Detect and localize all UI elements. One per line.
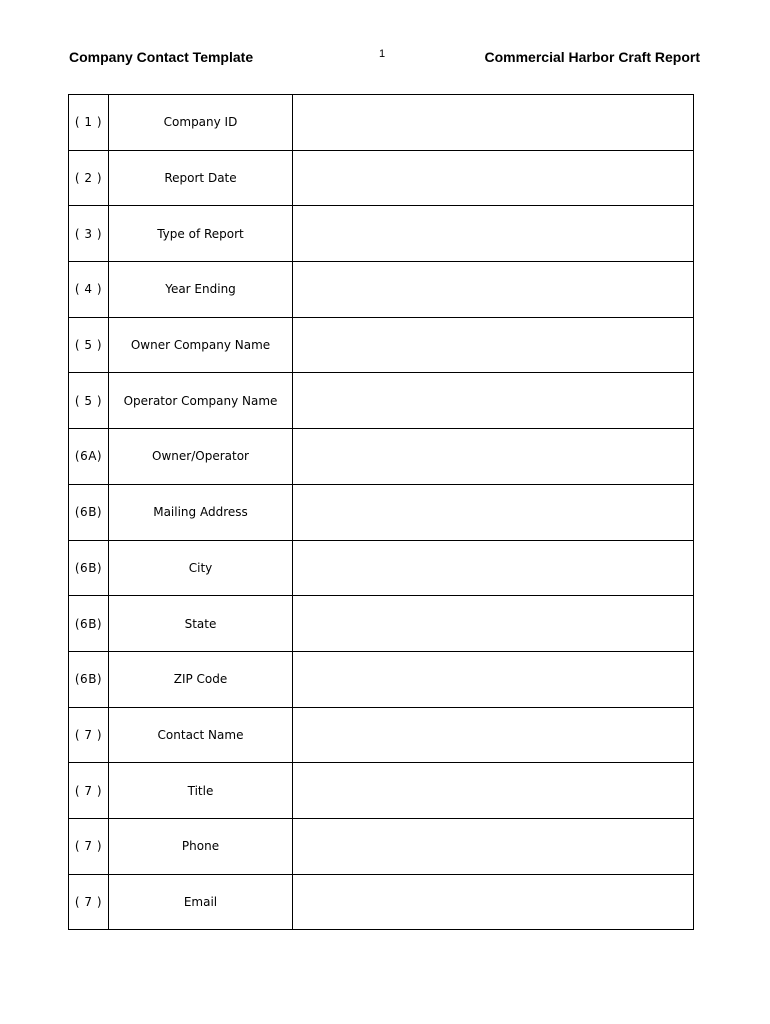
field-label-zip-code: ZIP Code [109,651,293,707]
form-row-mailing-address [69,484,694,540]
type-of-report-field[interactable] [293,206,694,262]
row-number: ( 5 ) [69,317,109,373]
row-number: ( 1 ) [69,95,109,151]
form-row-title [69,763,694,819]
owner-company-name-field[interactable] [293,317,694,373]
form-row-contact-name [69,707,694,763]
row-number: ( 3 ) [69,206,109,262]
form-row-year-ending [69,262,694,318]
email-field[interactable] [293,874,694,930]
row-number: ( 7 ) [69,707,109,763]
field-label-year-ending: Year Ending [109,262,293,318]
row-number: (6A) [69,429,109,485]
report-date-field[interactable] [293,150,694,206]
field-label-company-id: Company ID [109,95,293,151]
row-number: ( 5 ) [69,373,109,429]
zip-code-field[interactable] [293,651,694,707]
field-label-report-date: Report Date [109,150,293,206]
field-label-title: Title [109,763,293,819]
row-number: ( 7 ) [69,874,109,930]
title-field[interactable] [293,763,694,819]
phone-field[interactable] [293,818,694,874]
row-number: (6B) [69,540,109,596]
field-label-owner-operator: Owner/Operator [109,429,293,485]
company-id-field[interactable] [293,95,694,151]
contact-name-field[interactable] [293,707,694,763]
operator-company-name-field[interactable] [293,373,694,429]
field-label-phone: Phone [109,818,293,874]
contact-form-table [68,94,694,930]
form-row-phone [69,818,694,874]
document-title: Company Contact Template [69,49,254,65]
city-field[interactable] [293,540,694,596]
report-title: Commercial Harbor Craft Report [484,49,700,65]
field-label-city: City [109,540,293,596]
form-row-operator-company-name [69,373,694,429]
field-label-operator-company-name: Operator Company Name [109,373,293,429]
mailing-address-field[interactable] [293,484,694,540]
row-number: (6B) [69,651,109,707]
form-row-zip-code [69,651,694,707]
field-label-mailing-address: Mailing Address [109,484,293,540]
field-label-owner-company-name: Owner Company Name [109,317,293,373]
field-label-state: State [109,596,293,652]
field-label-email: Email [109,874,293,930]
row-number: (6B) [69,596,109,652]
form-row-report-date [69,150,694,206]
year-ending-field[interactable] [293,262,694,318]
page-number: 1 [379,48,386,60]
form-row-state [69,596,694,652]
state-field[interactable] [293,596,694,652]
form-row-city [69,540,694,596]
owner-operator-field[interactable] [293,429,694,485]
form-row-owner-operator [69,429,694,485]
field-label-contact-name: Contact Name [109,707,293,763]
row-number: ( 7 ) [69,763,109,819]
field-label-type-of-report: Type of Report [109,206,293,262]
form-row-type-of-report [69,206,694,262]
row-number: ( 2 ) [69,150,109,206]
row-number: ( 4 ) [69,262,109,318]
row-number: ( 7 ) [69,818,109,874]
form-row-owner-company-name [69,317,694,373]
form-row-email [69,874,694,930]
row-number: (6B) [69,484,109,540]
form-row-company-id [69,95,694,151]
